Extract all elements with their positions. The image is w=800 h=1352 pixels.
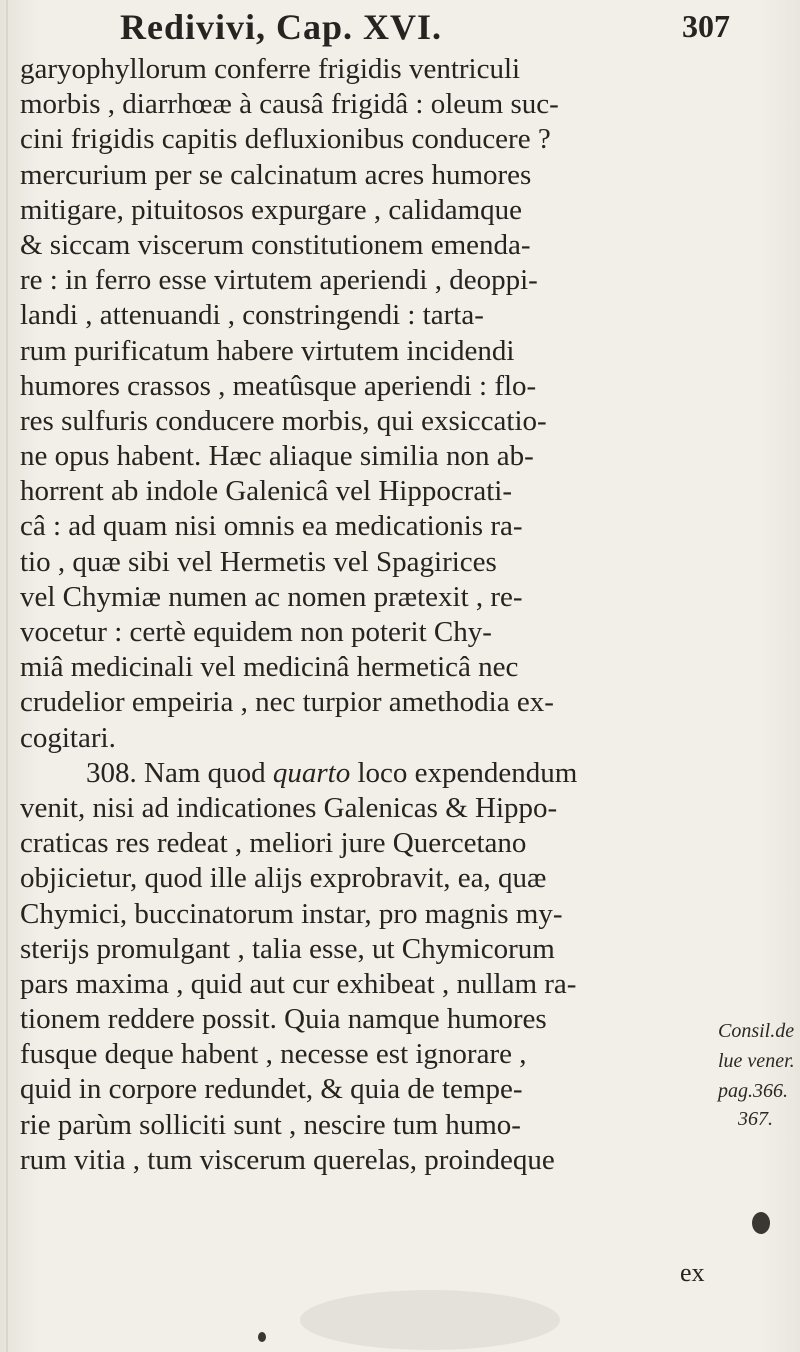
text-line: & siccam viscerum constitutionem emenda- bbox=[20, 228, 531, 261]
gutter-edge bbox=[6, 0, 8, 1352]
text-line: garyophyllorum conferre frigidis ventriculi bbox=[20, 53, 521, 85]
text-line: venit, nisi ad indicationes Galenicas & Hippo- bbox=[20, 791, 558, 824]
paper-stain bbox=[300, 1290, 560, 1350]
margin-note: Consil.de bbox=[718, 1020, 795, 1042]
text-line: morbis , diarrhœæ à causâ frigidâ : oleum suc- bbox=[20, 88, 559, 121]
paragraph-number: 308. bbox=[86, 756, 137, 789]
text-line: Chymici, buccinatorum instar, pro magnis my- bbox=[20, 897, 563, 930]
text-line: objicietur, quod ille alijs exprobravit, ea, quæ bbox=[20, 862, 547, 895]
text-line: landi , attenuandi , constringendi : tarta- bbox=[20, 299, 484, 332]
text-line: cini frigidis capitis defluxionibus conducere ? bbox=[20, 123, 551, 156]
text-line: sterijs promulgant , talia esse, ut Chymicorum bbox=[20, 932, 555, 965]
text-line: res sulfuris conducere morbis, qui exsiccatio- bbox=[20, 404, 547, 437]
text-span: loco expendendum bbox=[350, 756, 578, 789]
page-header bbox=[120, 6, 730, 50]
italic-word: quarto bbox=[272, 756, 351, 789]
text-line: rum purificatum habere virtutem incidendi bbox=[20, 334, 515, 367]
text-line: mercurium per se calcinatum acres humores bbox=[20, 158, 532, 191]
margin-note: 367. bbox=[738, 1108, 773, 1130]
text-line: tionem reddere possit. Quia namque humores bbox=[20, 1003, 547, 1036]
text-line: câ : ad quam nisi omnis ea medicationis ra- bbox=[20, 510, 523, 543]
text-line: horrent ab indole Galenicâ vel Hippocrati- bbox=[20, 475, 512, 508]
text-line: crudelior empeiria , nec turpior amethodia ex- bbox=[20, 686, 554, 719]
text-line: ne opus habent. Hæc aliaque similia non ab- bbox=[20, 440, 534, 473]
body-text bbox=[20, 52, 720, 1178]
ink-spot bbox=[258, 1332, 266, 1342]
text-line: vel Chymiæ numen ac nomen prætexit , re- bbox=[20, 580, 523, 613]
text-line: fusque deque habent , necesse est ignorare , bbox=[20, 1038, 527, 1071]
text-line: vocetur : certè equidem non poterit Chy- bbox=[20, 616, 492, 648]
text-line: miâ medicinali vel medicinâ hermeticâ nec bbox=[20, 651, 519, 684]
text-line: re : in ferro esse virtutem aperiendi , deoppi- bbox=[20, 264, 538, 297]
catchword: ex bbox=[680, 1258, 705, 1287]
text-line: rum vitia , tum viscerum querelas, proindeque bbox=[20, 1143, 555, 1176]
margin-note: lue vener. bbox=[718, 1050, 795, 1072]
paragraph-308-first-line bbox=[20, 756, 720, 791]
text-line: tio , quæ sibi vel Hermetis vel Spagirices bbox=[20, 545, 497, 578]
text-line: mitigare, pituitosos expurgare , calidamque bbox=[20, 193, 522, 226]
text-line: rie parùm solliciti sunt , nescire tum humo- bbox=[20, 1108, 521, 1141]
running-head: Redivivi, Cap. XVI. bbox=[120, 7, 443, 47]
text-line: cogitari. bbox=[20, 721, 116, 754]
text-line: craticas res redeat , meliori jure Quercetano bbox=[20, 827, 527, 860]
text-span: Nam quod bbox=[144, 756, 273, 789]
text-line: quid in corpore redundet, & quia de tempe- bbox=[20, 1073, 523, 1106]
ink-blot bbox=[752, 1212, 770, 1234]
margin-note: pag.366. bbox=[718, 1080, 788, 1102]
text-line: pars maxima , quid aut cur exhibeat , nullam ra- bbox=[20, 967, 577, 1000]
page-number: 307 bbox=[682, 8, 730, 44]
text-line: humores crassos , meatûsque aperiendi : flo- bbox=[20, 369, 537, 402]
